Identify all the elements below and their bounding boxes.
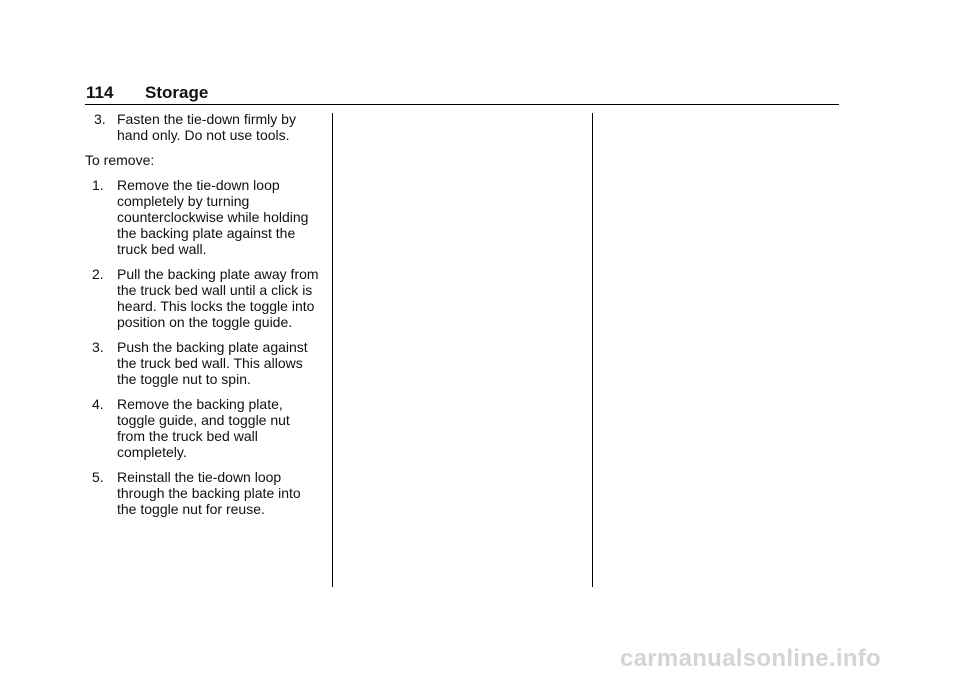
step-number: 3.	[94, 111, 106, 127]
list-item	[85, 266, 320, 330]
step-number: 3.	[92, 339, 104, 355]
list-item	[85, 469, 320, 517]
page-number: 114	[86, 83, 114, 102]
page-header	[85, 82, 839, 105]
step-number: 4.	[92, 396, 104, 412]
intro-text: To remove:	[85, 152, 155, 168]
step-number: 1.	[92, 177, 104, 193]
step-text: Remove the backing plate, toggle guide, and toggle nut from the truck bed wall completely.	[117, 396, 290, 460]
step-text: Reinstall the tie-down loop through the backing plate into the toggle nut for reuse.	[117, 469, 301, 517]
list-item	[85, 339, 320, 387]
step-text: Pull the backing plate away from the truck bed wall until a click is heard. This locks the toggle into position on the toggle guide.	[117, 266, 319, 330]
list-item	[85, 396, 320, 460]
step-text: Push the backing plate against the truck bed wall. This allows the toggle nut to spin.	[117, 339, 308, 387]
column-divider	[332, 113, 333, 587]
watermark: carmanualsonline.info	[620, 645, 882, 672]
list-item	[85, 177, 320, 257]
text-column	[85, 111, 320, 526]
step-text: Fasten the tie-down firmly by hand only. Do not use tools.	[117, 111, 296, 143]
step-number: 2.	[92, 266, 104, 282]
step-number: 5.	[92, 469, 104, 485]
column-divider	[592, 113, 593, 587]
section-title: Storage	[145, 83, 209, 102]
list-item	[85, 111, 320, 143]
step-text: Remove the tie-down loop completely by turning counterclockwise while holding the backing plate against the truck bed wall.	[117, 177, 309, 257]
